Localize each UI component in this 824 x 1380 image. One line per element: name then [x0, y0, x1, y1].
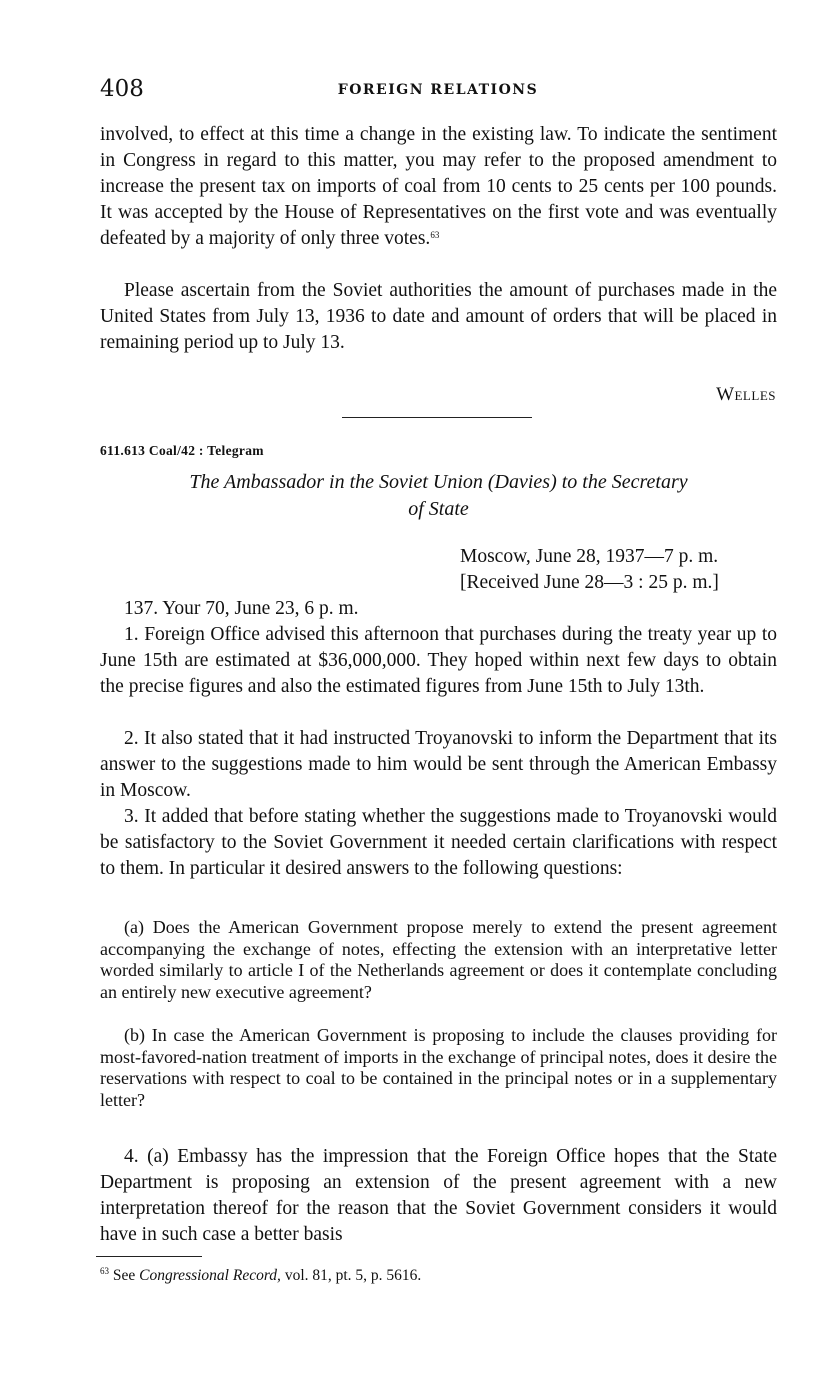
document-heading-line1: The Ambassador in the Soviet Union (Davies) to the Secretary [189, 471, 688, 493]
footnote-divider [96, 1256, 202, 1257]
footnote-see: See [112, 1267, 136, 1284]
page-number: 408 [100, 76, 144, 102]
page-header [100, 76, 776, 106]
footnote-reference: 63 [430, 230, 440, 240]
paragraph-ascertain: Please ascertain from the Soviet authorities the amount of purchases made in the United States from July 13, 1936 to date and amount of orders that will be placed in remaining period up to July 13. [100, 280, 777, 353]
item-2: 2. It also stated that it had instructed Troyanovski to inform the Department that its answer to the suggestions made to him would be sent through the American Embassy in Moscow. [100, 728, 777, 801]
document-heading [100, 469, 777, 523]
running-title: FOREIGN RELATIONS [337, 82, 539, 98]
section-divider [342, 417, 532, 418]
document-heading-line2: of State [408, 498, 469, 520]
telegram-intro: 137. Your 70, June 23, 6 p. m. [124, 598, 359, 619]
file-number: 611.613 Coal/42 : Telegram [100, 443, 264, 458]
signature: Welles [716, 384, 776, 405]
item-4: 4. (a) Embassy has the impression that the Foreign Office hopes that the State Department is proposing an extension of the present agreement with a new interpretation thereof for the reason that the Soviet Government considers it would have in such case a better basis [100, 1146, 777, 1245]
footnote [100, 1266, 421, 1286]
dateline-block [460, 544, 719, 596]
paragraph-continued [100, 122, 777, 252]
question-a: (a) Does the American Government propose merely to extend the present agreement accompanying the exchange of notes, effecting the extension with an interpretative letter worded similarly to article I of the Netherlands agreement or does it contemplate concluding an entirely new executive agreement? [100, 917, 777, 1002]
footnote-source: Congressional Record, [139, 1267, 281, 1284]
question-b: (b) In case the American Government is proposing to include the clauses providing for most-favored-nation treatment of imports in the exchange of principal notes, does it desire the reservations with respect to coal to be contained in the principal notes or in a supplementary letter? [100, 1025, 777, 1110]
paragraph-continued-text: involved, to effect at this time a change in the existing law. To indicate the sentiment in Congress in regard to this matter, you may refer to the proposed amendment to increase the present tax on imports of coal from 10 cents to 25 cents per 100 pounds. It was accepted by the House of Representatives on the first vote and was eventually defeated by a majority of only three votes. [100, 124, 777, 249]
item-3: 3. It added that before stating whether the suggestions made to Troyanovski would be satisfactory to the Soviet Government it needed certain clarifications with respect to them. In particular it desired answers to the following questions: [100, 806, 777, 879]
item-1: 1. Foreign Office advised this afternoon that purchases during the treaty year up to June 15th are estimated at $36,000,000. They hoped within next few days to obtain the precise figures and also the estimated figures from June 15th to July 13th. [100, 624, 777, 697]
received-line: [Received June 28—3 : 25 p. m.] [460, 572, 719, 593]
footnote-marker: 63 [100, 1266, 109, 1276]
footnote-citation: vol. 81, pt. 5, p. 5616. [284, 1267, 422, 1284]
date-line: Moscow, June 28, 1937—7 p. m. [460, 546, 719, 567]
